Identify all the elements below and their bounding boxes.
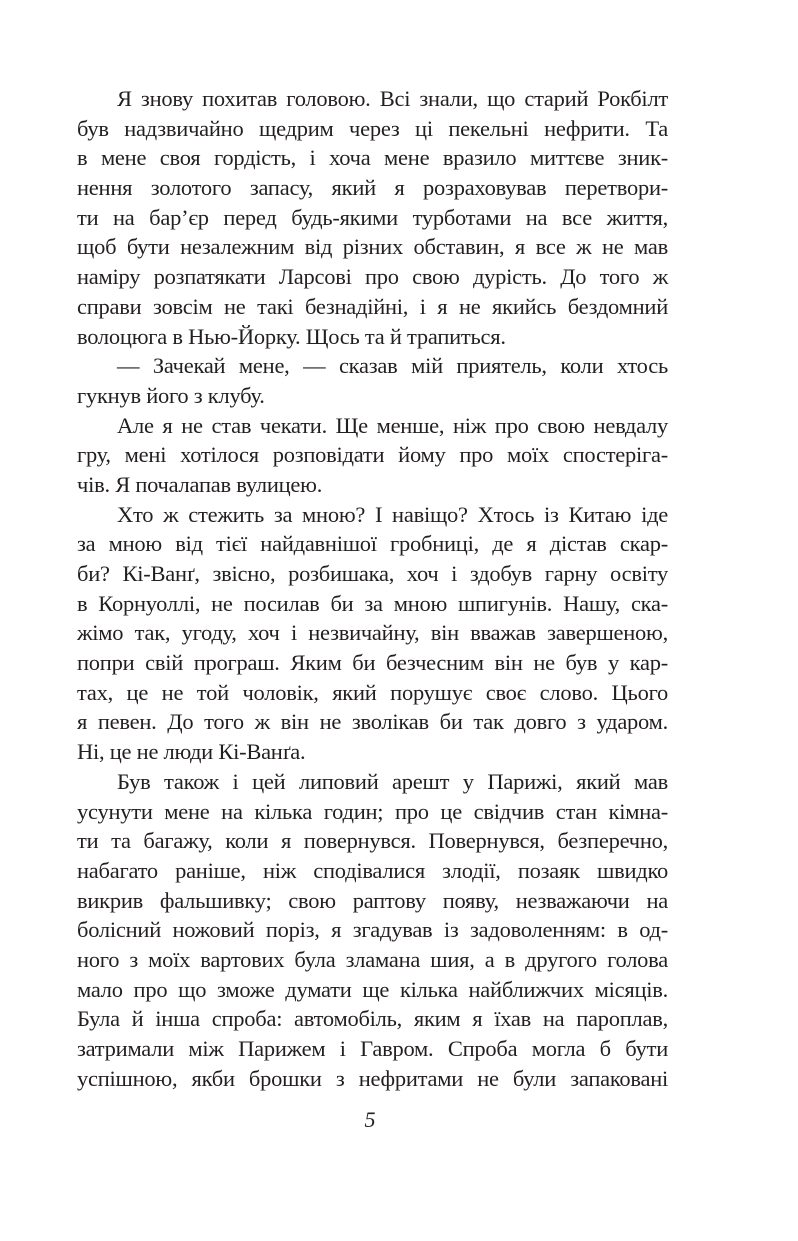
text-line: попри свій програш. Яким би безчесним він не був у кар- xyxy=(77,650,668,676)
text-line: жімо так, угоду, хоч і незвичайну, він вважав завершеною, xyxy=(77,620,668,646)
paragraph xyxy=(77,84,668,351)
text-line: в мене своя гордість, і хоча мене вразило миттєве зник- xyxy=(77,145,668,171)
text-line: затримали між Парижем і Гавром. Спроба могла б бути xyxy=(77,1036,668,1061)
paragraph xyxy=(77,351,668,410)
page-body-text xyxy=(77,84,668,1093)
text-line: викрив фальшивку; свою раптову появу, незважаючи на xyxy=(77,887,668,913)
text-line: — Зачекай мене, — сказав мій приятель, коли хтось xyxy=(117,353,668,379)
paragraph xyxy=(77,500,668,767)
text-line: болісний ножовий поріз, я згадував із задоволенням: в од- xyxy=(77,917,668,943)
text-line: Але я не став чекати. Ще менше, ніж про свою невдалу xyxy=(117,412,668,438)
text-line: Була й інша спроба: автомобіль, яким я їхав на пароплав, xyxy=(77,1006,668,1032)
text-line: мало про що зможе думати ще кілька найближчих місяців. xyxy=(77,976,668,1002)
text-line: наміру розпатякати Ларсові про свою дурість. До того ж xyxy=(77,264,668,290)
text-line: гру, мені хотілося розповідати йому про моїх спостеріга- xyxy=(77,442,668,468)
text-line: ти на бар’єр перед будь-якими турботами на все життя, xyxy=(77,204,668,230)
text-line: ти та багажу, коли я повернувся. Повернувся, безперечно, xyxy=(77,828,668,854)
text-line: Я знову похитав головою. Всі знали, що старий Рокбілт xyxy=(117,86,668,111)
paragraph xyxy=(77,767,668,1094)
page-number: 5 xyxy=(364,1107,376,1132)
text-line: нення золотого запасу, який я розраховував перетвори- xyxy=(77,175,668,201)
text-line: справи зовсім не такі безнадійні, і я не якийсь бездомний xyxy=(77,293,668,319)
text-line: тах, це не той чоловік, який порушує своє слово. Цього xyxy=(77,679,668,705)
text-line: успішною, якби брошки з нефритами не були запаковані xyxy=(77,1065,668,1091)
paragraph xyxy=(77,411,668,500)
text-line: я певен. До того ж він не зволікав би так довго з ударом. xyxy=(77,709,668,735)
text-line: щоб бути незалежним від різних обставин, я все ж не мав xyxy=(77,234,668,260)
text-line: чів. Я почалапав вулицею. xyxy=(77,471,323,497)
text-line: Хто ж стежить за мною? І навіщо? Хтось із Китаю іде xyxy=(117,501,668,527)
text-line: Був також і цей липовий арешт у Парижі, який мав xyxy=(117,768,668,794)
text-line: ного з моїх вартових була зламана шия, а в другого голова xyxy=(77,946,668,972)
text-line: в Корнуоллі, не посилав би за мною шпигунів. Нашу, ска- xyxy=(77,590,668,616)
text-line: був надзвичайно щедрим через ці пекельні нефрити. Та xyxy=(77,115,668,141)
text-line: гукнув його з клубу. xyxy=(77,382,265,408)
text-line: Ні, це не люди Кі-Ванґа. xyxy=(77,739,306,765)
text-line: усунути мене на кілька годин; про це свідчив стан кімна- xyxy=(77,798,668,824)
text-line: волоцюга в Нью-Йорку. Щось та й трапиться. xyxy=(77,323,506,349)
text-line: за мною від тієї найдавнішої гробниці, де я дістав скар- xyxy=(77,531,668,557)
text-line: би? Кі-Ванґ, звісно, розбишака, хоч і здобув гарну освіту xyxy=(77,561,668,586)
text-line: набагато раніше, ніж сподівалися злодії, позаяк швидко xyxy=(77,857,668,883)
